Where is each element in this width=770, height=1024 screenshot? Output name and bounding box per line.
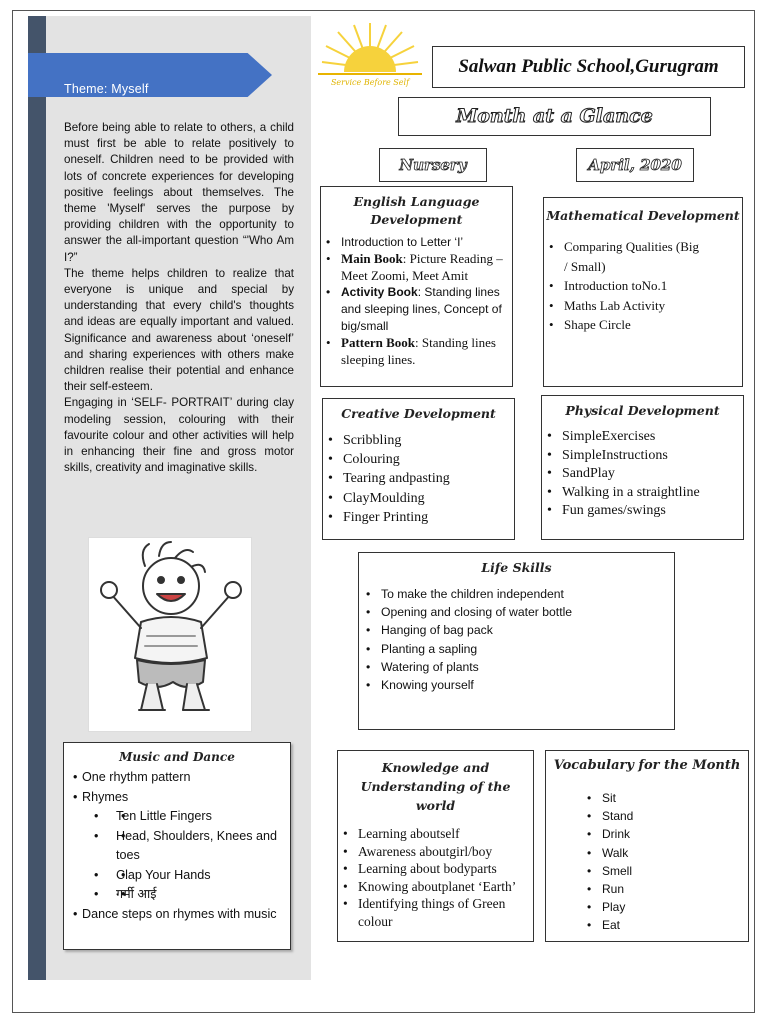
list-item: • Dance steps on rhymes with music [73, 906, 277, 921]
knowledge-box [337, 750, 534, 942]
list-item: • SimpleInstructions [542, 447, 743, 466]
english-box [320, 186, 513, 387]
child-illustration [89, 538, 251, 731]
list-item: • Main Book: Picture Reading – Meet Zoomi, Meet Amit [321, 251, 506, 285]
school-name: Salwan Public School,Gurugram [432, 46, 745, 88]
vocabulary-box [545, 750, 749, 942]
list-item: • Fun games/swings [542, 502, 743, 521]
logo-motto: Service Before Self [330, 78, 410, 87]
school-logo [314, 22, 426, 92]
list-item: • Hanging of bag pack [361, 621, 674, 639]
rhyme-item: • • Head, Shoulders, Knees and toes [116, 827, 290, 866]
list-item: • Finger Printing [323, 508, 514, 527]
list-item: • Stand [582, 807, 748, 825]
child-drawing [88, 537, 252, 732]
music-dance-box [63, 742, 291, 950]
list-item: • SimpleExercises [542, 428, 743, 447]
list-item: • Smell [582, 862, 748, 880]
life-skills-box [358, 552, 675, 730]
music-dance-title: Music and Dance [119, 750, 235, 764]
list-item: • Learning aboutself [338, 825, 525, 843]
list-item: • Shape Circle [544, 315, 742, 335]
list-item: • Activity Book: Standing lines and sleeping lines, Concept of big/small [321, 284, 506, 334]
list-item: • SandPlay [542, 465, 743, 484]
list-item: • ClayMoulding [323, 489, 514, 508]
list-item: • Colouring [323, 450, 514, 469]
list-item: • Introduction toNo.1 [544, 276, 742, 296]
list-item: • Rhymes [73, 789, 129, 804]
sidebar-stripe [28, 16, 46, 980]
list-item: • Comparing Qualities (Big / Small) [544, 237, 742, 276]
list-item: • Introduction to Letter ‘I’ [321, 234, 506, 251]
theme-label: Theme: Myself [64, 82, 149, 96]
theme-paragraph-2: The theme helps children to realize that everyone is unique and special by understanding that every child's thoughts and ideas are equally important and valued. Significance and awareness about ‘oneself’ and sharing experiences with others make children realise their potential and enhance their self-esteem. [64, 266, 294, 394]
class-name-badge: Nursery [379, 148, 487, 182]
list-item: • Awareness aboutgirl/boy [338, 843, 525, 861]
list-item: • Drink [582, 825, 748, 843]
list-item: • One rhythm pattern [73, 770, 191, 784]
english-title: English Language Development [353, 194, 480, 227]
rhyme-item: • • Clap Your Hands [116, 866, 290, 886]
list-item: • To make the children independent [361, 585, 674, 603]
list-item: • Play [582, 898, 748, 916]
creative-box [322, 398, 515, 540]
page-title: Month at a Glance [398, 97, 711, 136]
list-item: • Knowing aboutplanet ‘Earth’ [338, 878, 525, 896]
rhyme-item: • • Ten Little Fingers [116, 807, 290, 827]
list-item: • Learning about bodyparts [338, 860, 525, 878]
month-badge: April, 2020 [576, 148, 694, 182]
list-item: • Run [582, 880, 748, 898]
vocabulary-title: Vocabulary for the Month [553, 758, 741, 773]
life-skills-title: Life Skills [481, 560, 552, 575]
list-item: • Opening and closing of water bottle [361, 603, 674, 621]
list-item: • Walk [582, 844, 748, 862]
knowledge-title: Knowledge and Understanding of the world [360, 760, 511, 813]
list-item: • Eat [582, 916, 748, 934]
list-item: • Pattern Book: Standing lines sleeping lines. [321, 335, 506, 369]
list-item: • Knowing yourself [361, 676, 674, 694]
physical-title: Physical Development [565, 403, 720, 418]
list-item: • Watering of plants [361, 658, 674, 676]
theme-paragraph-1: Before being able to relate to others, a child must first be able to relate positively to oneself. Children need to be provided with lots of concrete experiences for developing positive feelings about themselves. The theme 'Myself' serves the purpose by providing children with the opportunity to answer the all-important question “'Who Am I?” [64, 121, 294, 264]
rhyme-item: • • गर्मी आई [116, 885, 290, 905]
list-item: • Scribbling [323, 431, 514, 450]
theme-paragraph-3: Engaging in ‘SELF- PORTRAIT’ during clay modeling session, colouring with their favourite colour and other activities will help in enhancing their fine and gross motor skills, creativity and imaginative skills. [64, 396, 294, 475]
physical-box [541, 395, 744, 540]
list-item: • Maths Lab Activity [544, 296, 742, 316]
math-box [543, 197, 743, 387]
creative-title: Creative Development [341, 406, 496, 421]
theme-description [64, 120, 294, 476]
list-item: • Identifying things of Green colour [338, 895, 525, 930]
list-item: • Planting a sapling [361, 640, 674, 658]
list-item: • Sit [582, 789, 748, 807]
math-title: Mathematical Development [546, 208, 740, 223]
list-item: • Tearing andpasting [323, 469, 514, 488]
list-item: • Walking in a straightline [542, 484, 743, 503]
